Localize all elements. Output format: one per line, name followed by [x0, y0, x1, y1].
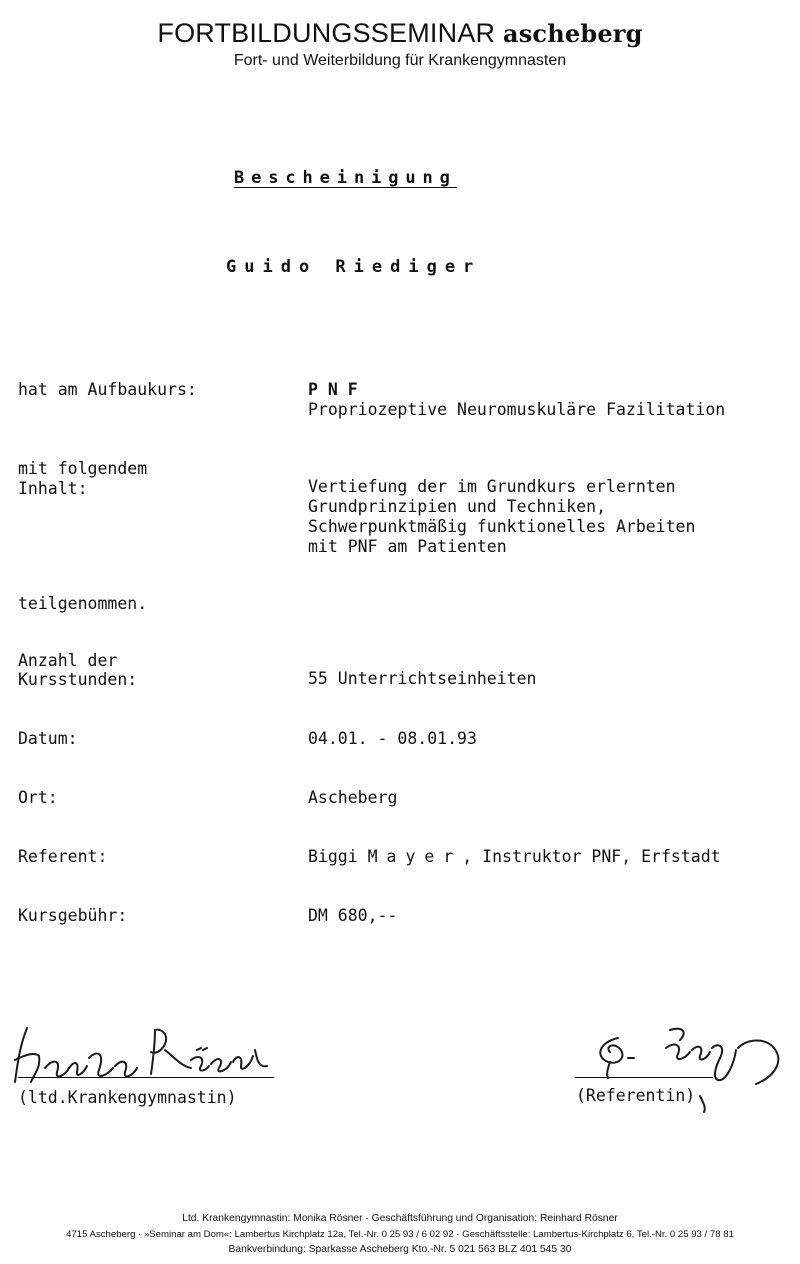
content-label-1: mit folgendem: [18, 459, 148, 478]
course-full-name: Propriozeptive Neuromuskuläre Fazilitation: [308, 400, 726, 419]
content-line: Grundprinzipien und Techniken,: [308, 497, 607, 516]
fee-value: DM 680,--: [308, 906, 398, 925]
letterhead-subtitle: Fort- und Weiterbildung für Krankengymnasten: [233, 52, 567, 69]
left-signature-caption: (ltd.Krankengymnastin): [18, 1088, 237, 1107]
letterhead-title: [0, 18, 800, 49]
left-signature: [5, 1010, 275, 1090]
speaker-label: Referent:: [18, 847, 108, 866]
hours-label-1: Anzahl der: [18, 651, 118, 670]
content-line: Schwerpunktmäßig funktionelles Arbeiten: [308, 517, 696, 536]
place-label: Ort:: [18, 788, 58, 807]
letterhead-title-text: FORTBILDUNGSSEMINAR: [157, 18, 496, 48]
footer-line-3: Bankverbindung: Sparkasse Ascheberg Kto.-Nr. 5 021 563 BLZ 401 545 30: [228, 1244, 572, 1255]
fee-label: Kursgebühr:: [18, 906, 128, 925]
hours-value: 55 Unterrichtseinheiten: [308, 669, 537, 688]
content-label-2: Inhalt:: [18, 479, 88, 498]
date-value: 04.01. - 08.01.93: [308, 729, 477, 748]
speaker-value: [308, 847, 721, 867]
speaker-first-name: Biggi: [308, 847, 358, 866]
left-signature-line: [18, 1077, 274, 1078]
letterhead-brand-logo: ascheberg: [502, 19, 643, 48]
speaker-last-name: Mayer: [367, 847, 463, 866]
course-name: P N F: [308, 380, 358, 399]
right-signature-caption: (Referentin): [576, 1086, 696, 1105]
content-line: mit PNF am Patienten: [308, 537, 507, 556]
footer-line-1: Ltd. Krankengymnastin: Monika Rösner · Geschäftsführung und Organisation: Reinhard Rösner: [182, 1213, 618, 1224]
participated-text: teilgenommen.: [18, 594, 148, 613]
right-signature-line: [575, 1077, 713, 1078]
hours-label-2: Kursstunden:: [18, 670, 138, 689]
course-intro-label: hat am Aufbaukurs:: [18, 380, 197, 399]
recipient-name: Guido Riediger: [226, 257, 482, 277]
footer-line-2: 4715 Ascheberg · »Seminar am Dom«: Lambertus Kirchplatz 12a, Tel.-Nr. 0 25 93 / 6 02 92 · Geschäftsstelle: Lambertus-Kirchplatz 6, Tel.-Nr. 0 25 93 / 78 81: [66, 1229, 734, 1240]
date-label: Datum:: [18, 729, 78, 748]
content-line: Vertiefung der im Grundkurs erlernten: [308, 477, 676, 496]
document-title: Bescheinigung: [234, 168, 457, 188]
speaker-details: , Instruktor PNF, Erfstadt: [462, 847, 721, 866]
place-value: Ascheberg: [308, 788, 398, 807]
